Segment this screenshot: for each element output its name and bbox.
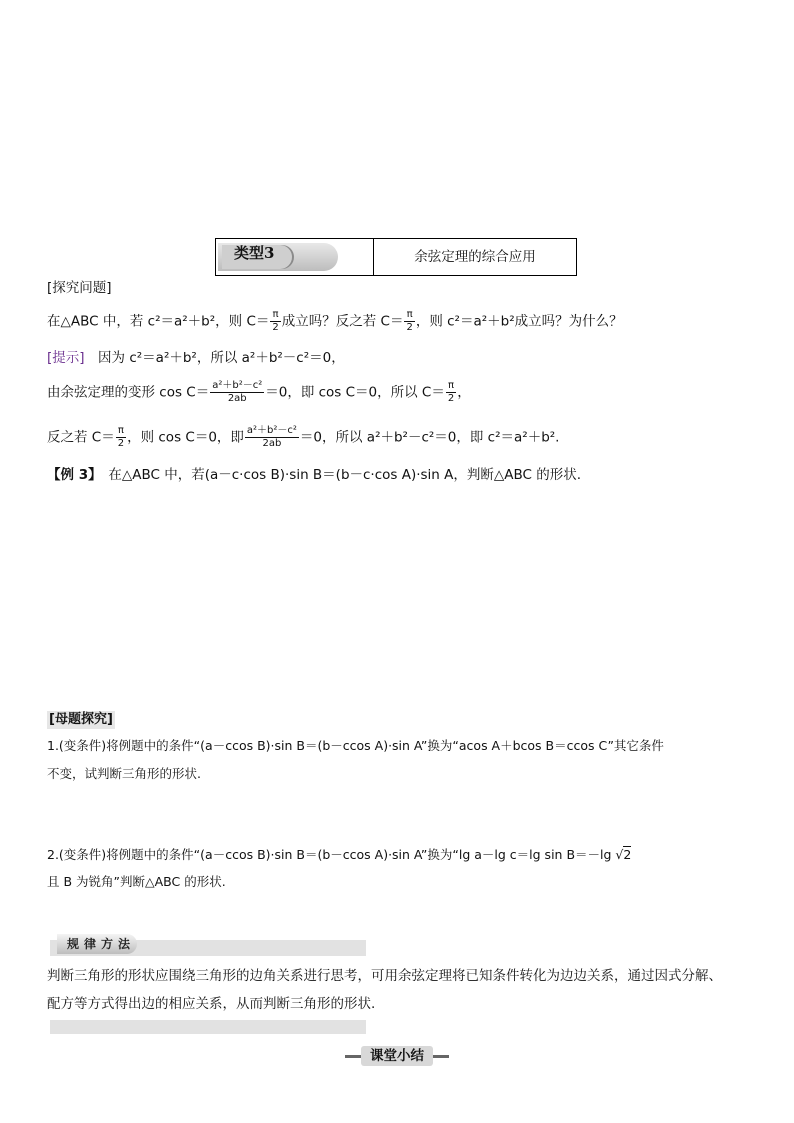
example-3: 【例 3】 在△ABC 中，若(a－c·cos B)·sin B＝(b－c·cos A)·sin A，判断△ABC 的形状. — [47, 467, 582, 483]
type-title: 余弦定理的综合应用 — [414, 249, 536, 265]
variant-1-line-2: 不变，试判断三角形的形状. — [47, 766, 201, 781]
hint-label: [提示] — [47, 350, 85, 366]
type-label: 类型3 — [234, 244, 275, 262]
example-label: 【例 3】 — [47, 467, 95, 483]
hint-line-3: 反之若 C＝ $\frac{\pi}{2}$ ，则 cos C＝0，即 $\frac{\text{a²＋b²－c²}}{2ab}$ ＝0，所以 a²＋b²－c²＝0，即 c²＝a²＋b². — [47, 425, 560, 449]
sqrt-symbol: √ — [615, 847, 624, 862]
fraction-cosine: $\frac{\text{a²＋b²－c²}}{2ab}$ — [246, 425, 297, 449]
fraction-pi-over-2: $\frac{\pi}{2}$ — [272, 309, 279, 333]
hint-line-1: [提示] 因为 c²＝a²＋b²，所以 a²＋b²－c²＝0， — [47, 350, 345, 366]
type-badge-cell — [216, 239, 374, 275]
variant-2-line-1: 2.(变条件)将例题中的条件“(a－ccos B)·sin B＝(b－ccos A)·sin A”换为“lg a－lg c＝lg sin B＝－lg √2 — [47, 847, 632, 862]
variant-2-line-2: 且 B 为锐角”判断△ABC 的形状. — [47, 874, 226, 889]
fraction-pi-over-2: $\frac{\pi}{2}$ — [406, 309, 413, 333]
variant-1-line-1: 1.(变条件)将例题中的条件“(a－ccos B)·sin B＝(b－ccos A)·sin A”换为“acos A＋bcos B＝ccos C”其它条件 — [47, 738, 664, 753]
fraction-cosine: $\frac{\text{a²＋b²－c²}}{2ab}$ — [212, 380, 263, 404]
section-type-box — [215, 238, 577, 276]
method-line-2: 配方等方式得出边的相应关系，从而判断三角形的形状. — [47, 996, 376, 1012]
explore-question: 在△ABC 中，若 c²＝a²＋b²，则 C＝ $\frac{\pi}{2}$ 成立吗？反之若 C＝ $\frac{\pi}{2}$ ，则 c²＝a²＋b²成立吗？为什么？ — [47, 309, 623, 333]
mother-explore-label: [母题探究] — [49, 712, 113, 727]
class-summary-heading: 课堂小结 — [345, 1046, 449, 1066]
fraction-pi-over-2: $\frac{\pi}{2}$ — [447, 380, 455, 404]
method-bottom-bar — [50, 1020, 366, 1034]
hint-line-2: 由余弦定理的变形 cos C＝ $\frac{\text{a²＋b²－c²}}{2ab}$ ＝0，即 cos C＝0，所以 C＝ $\frac{\pi}{2}$ ， — [47, 380, 471, 404]
method-label: 规律方法 — [67, 937, 136, 951]
explore-label: [探究问题] — [47, 280, 112, 296]
method-line-1: 判断三角形的形状应围绕三角形的边角关系进行思考，可用余弦定理将已知条件转化为边边关系，通过因式分解、 — [47, 968, 722, 984]
fraction-pi-over-2: $\frac{\pi}{2}$ — [117, 425, 125, 449]
